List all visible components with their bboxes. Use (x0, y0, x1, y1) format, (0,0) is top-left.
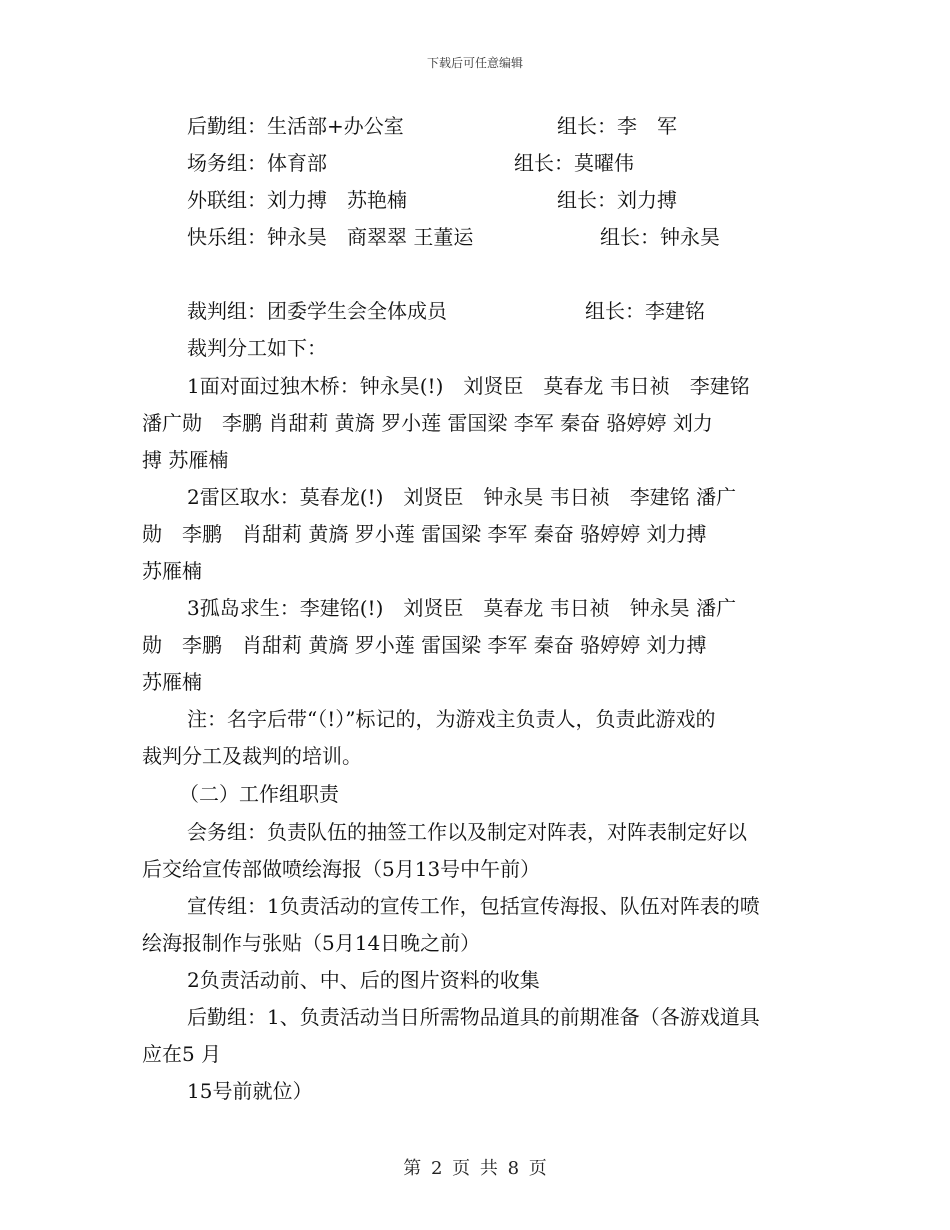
note-line-2: 裁判分工及裁判的培训。 (142, 744, 362, 768)
game2-line-3: 苏雁楠 (142, 559, 202, 583)
logistics-line-2: 应在5 月 (142, 1042, 222, 1066)
group-leader-liaison: 组长：刘力搏 (557, 188, 677, 212)
game2-line-2: 勋 李鹏 肖甜莉 黄旖 罗小莲 雷国梁 李军 秦奋 骆婷婷 刘力搏 (142, 522, 707, 546)
page-footer: 第 2 页 共 8 页 (403, 1158, 547, 1179)
game1-line-3: 搏 苏雁楠 (142, 448, 229, 472)
game3-line-1: 3孤岛求生：李建铭(!) 刘贤臣 莫春龙 韦日祯 钟永昊 潘广 (187, 596, 737, 620)
group-label-fun: 快乐组：钟永昊 商翠翠 王董运 (187, 225, 474, 249)
publicity-line-2: 绘海报制作与张贴（5月14日晚之前） (142, 931, 481, 955)
referee-division-heading: 裁判分工如下： (187, 336, 327, 360)
logistics-line-3: 15号前就位） (187, 1079, 313, 1103)
game1-line-1: 1面对面过独木桥：钟永昊(!) 刘贤臣 莫春龙 韦日祯 李建铭 (187, 374, 750, 398)
game3-line-3: 苏雁楠 (142, 670, 202, 694)
note-line-1: 注：名字后带“（!）”标记的，为游戏主负责人，负责此游戏的 (187, 707, 716, 731)
group-leader-fun: 组长：钟永昊 (600, 225, 720, 249)
group-label-logistics: 后勤组：生活部+办公室 (187, 114, 404, 138)
logistics-line-1: 后勤组：1、负责活动当日所需物品道具的前期准备（各游戏道具 (187, 1005, 760, 1029)
game3-line-2: 勋 李鹏 肖甜莉 黄旖 罗小莲 雷国梁 李军 秦奋 骆婷婷 刘力搏 (142, 633, 707, 657)
section-heading-duties: （二）工作组职责 (179, 782, 339, 806)
page-header: 下载后可任意编辑 (426, 56, 523, 70)
game2-line-1: 2雷区取水：莫春龙(!) 刘贤臣 钟永昊 韦日祯 李建铭 潘广 (187, 485, 737, 509)
affairs-line-1: 会务组：负责队伍的抽签工作以及制定对阵表，对阵表制定好以 (187, 820, 747, 844)
group-leader-referee: 组长：李建铭 (585, 299, 705, 323)
game1-line-2: 潘广勋 李鹏 肖甜莉 黄旖 罗小莲 雷国梁 李军 秦奋 骆婷婷 刘力 (142, 411, 713, 435)
publicity-line-1: 宣传组：1负责活动的宣传工作，包括宣传海报、队伍对阵表的喷 (187, 894, 760, 918)
group-leader-venue: 组长：莫曜伟 (514, 151, 634, 175)
group-label-venue: 场务组：体育部 (187, 151, 327, 175)
affairs-line-2: 后交给宣传部做喷绘海报（5月13号中午前） (142, 857, 541, 881)
publicity-line-3: 2负责活动前、中、后的图片资料的收集 (187, 968, 540, 992)
group-label-liaison: 外联组：刘力搏 苏艳楠 (187, 188, 407, 212)
group-leader-logistics: 组长：李 军 (557, 114, 677, 138)
group-label-referee: 裁判组：团委学生会全体成员 (187, 299, 447, 323)
